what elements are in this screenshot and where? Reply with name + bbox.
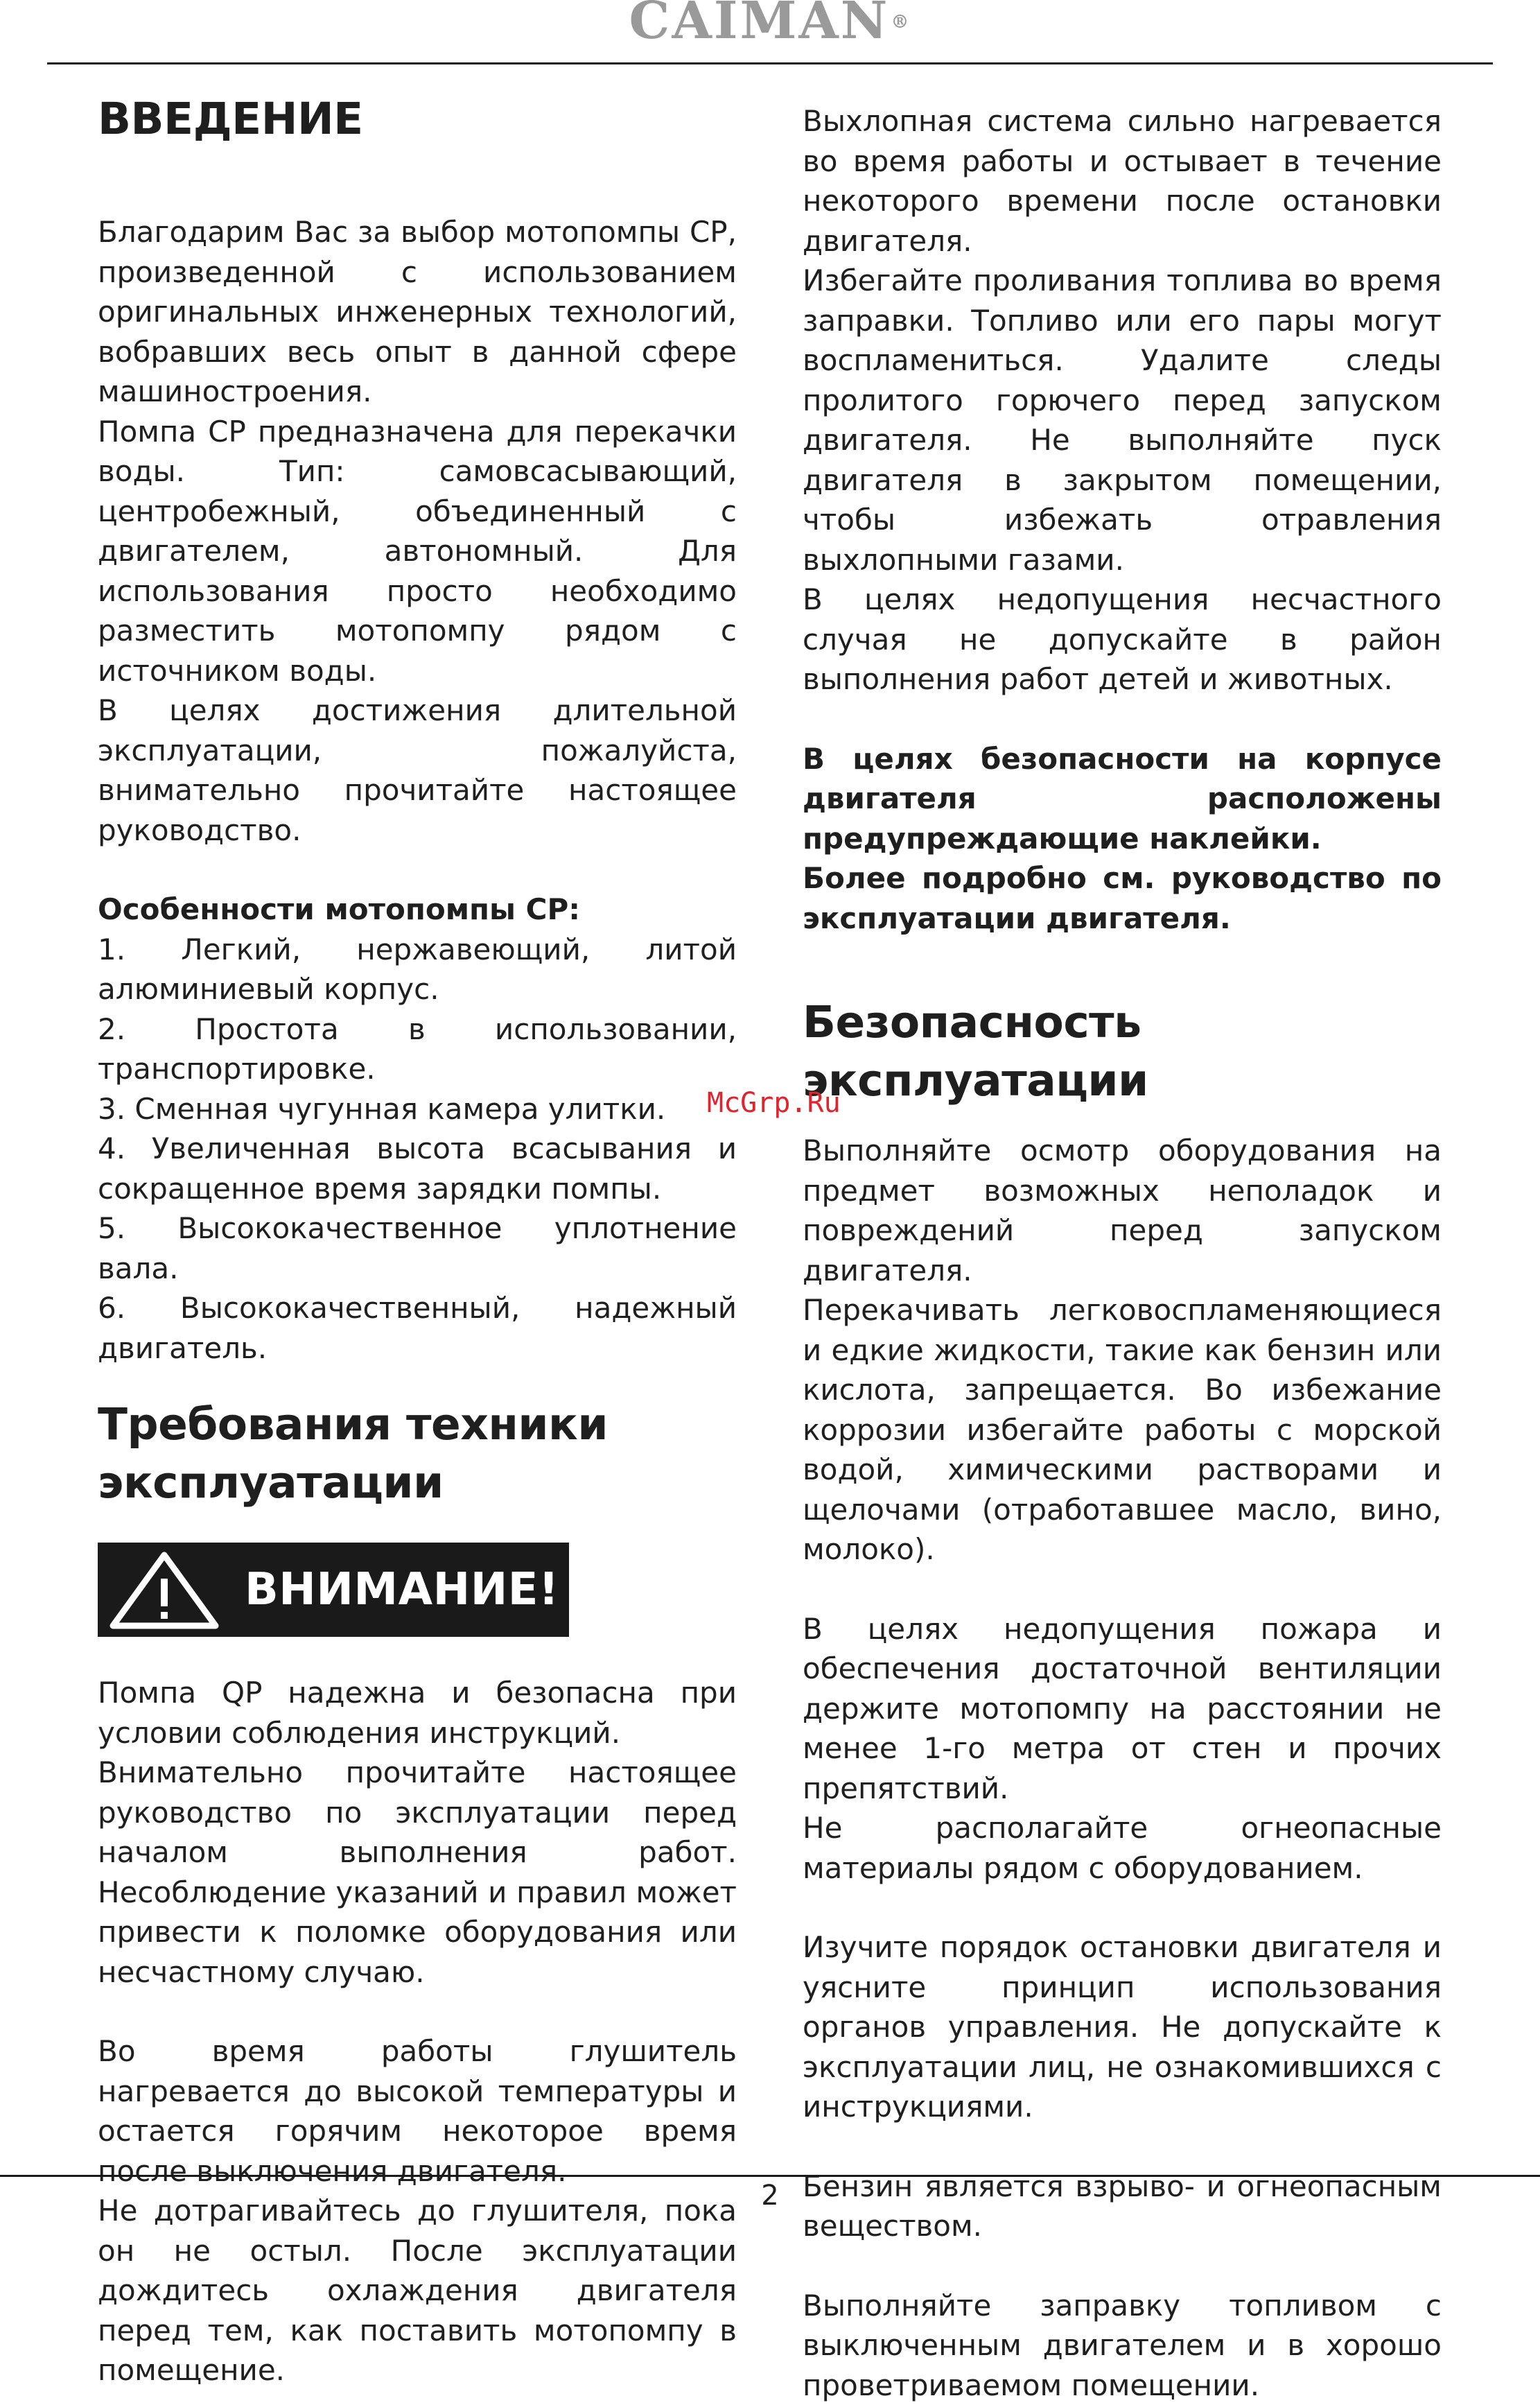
right-column (803, 90, 1442, 2405)
feature-item: 5. Высококачественное уплотнение вала. (98, 1208, 737, 1288)
watermark: McGrp.Ru (707, 1087, 841, 1119)
feature-item: 4. Увеличенная высота всасывания и сокращенное время зарядки помпы. (98, 1129, 737, 1208)
brand-logo (0, 0, 1540, 54)
exhaust-paragraph: Выхлопная система сильно нагревается во время работы и остывает в течение некоторого времени после остановки двигателя. (803, 101, 1442, 261)
feature-item: 2. Простота в использовании, транспортировке. (98, 1009, 737, 1089)
bold-note: В целях безопасности на корпусе двигателя расположены предупреждающие наклейки. (803, 739, 1442, 859)
feature-item: 1. Легкий, нержавеющий, литой алюминиевый корпус. (98, 930, 737, 1009)
safety-title: Безопасность эксплуатации (803, 993, 1442, 1110)
requirements-paragraph: Внимательно прочитайте настоящее руководство по эксплуатации перед началом выполнения работ. Несоблюдение указаний и правил может привести к поломке оборудования или несчастному случаю. (98, 1753, 737, 1992)
safety-paragraph: Не располагайте огнеопасные материалы рядом с оборудованием. (803, 1808, 1442, 1888)
warning-label: ВНИМАНИЕ! (245, 1564, 559, 1615)
bold-note: Более подробно см. руководство по эксплуатации двигателя. (803, 858, 1442, 938)
footer-divider (0, 2175, 1540, 2177)
brand-name: CAIMAN (629, 0, 890, 51)
intro-title: ВВЕДЕНИЕ (98, 90, 737, 148)
safety-paragraph: Перекачивать легковоспламеняющиеся и едкие жидкости, такие как бензин или кислота, запрещается. Во избежание коррозии избегайте работы с морской водой, химическими растворами и щелочами (отработавшее масло, вино, молоко). (803, 1290, 1442, 1570)
requirements-paragraph: Не дотрагивайтесь до глушителя, пока он не остыл. После эксплуатации дождитесь охлаждения двигателя перед тем, как поставить мотопомпу в помещение. (98, 2191, 737, 2390)
safety-paragraph: Выполняйте осмотр оборудования на предмет возможных неполадок и повреждений перед запуском двигателя. (803, 1131, 1442, 1290)
requirements-paragraph: Во время работы глушитель нагревается до высокой температуры и остается горячим некоторое время после выключения двигателя. (98, 2031, 737, 2191)
header-divider (47, 62, 1493, 64)
fuel-paragraph: Избегайте проливания топлива во время заправки. Топливо или его пары могут воспламениться. Удалите следы пролитого горючего перед запуском двигателя. Не выполняйте пуск двигателя в закрытом помещении, чтобы избежать отравления выхлопными газами. (803, 261, 1442, 580)
feature-item: 3. Сменная чугунная камера улитки. (98, 1089, 737, 1129)
safety-paragraph: Выполняйте заправку топливом с выключенным двигателем и в хорошо проветриваемом помещении. (803, 2286, 1442, 2405)
left-column (98, 90, 737, 2390)
intro-paragraph: Благодарим Вас за выбор мотопомпы CP, произведенной с использованием оригинальных инженерных технологий, вобравших весь опыт в данной сфере машиностроения. (98, 212, 737, 412)
safety-paragraph: В целях недопущения пожара и обеспечения достаточной вентиляции держите мотопомпу на расстоянии не менее 1-го метра от стен и прочих препятствий. (803, 1609, 1442, 1809)
warning-banner (98, 1543, 569, 1637)
page-number: 2 (0, 2180, 1540, 2212)
features-title: Особенности мотопомпы CP: (98, 889, 737, 930)
feature-item: 6. Высококачественный, надежный двигатель. (98, 1288, 737, 1368)
requirements-paragraph: Помпа QP надежна и безопасна при условии соблюдения инструкций. (98, 1673, 737, 1753)
intro-paragraph: Помпа CP предназначена для перекачки воды. Тип: самовсасывающий, центробежный, объединенный с двигателем, автономный. Для использования просто необходимо разместить мотопомпу рядом с источником воды. (98, 412, 737, 691)
safety-paragraph: Изучите порядок остановки двигателя и уясните принцип использования органов управления. Не допускайте к эксплуатации лиц, не ознакомившихся с инструкциями. (803, 1927, 1442, 2127)
warning-triangle-icon (109, 1549, 220, 1630)
registered-mark: ® (891, 12, 911, 33)
children-paragraph: В целях недопущения несчастного случая не допускайте в район выполнения работ детей и животных. (803, 580, 1442, 700)
intro-paragraph: В целях достижения длительной эксплуатации, пожалуйста, внимательно прочитайте настоящее руководство. (98, 691, 737, 850)
safety-paragraph: Бензин является взрыво- и огнеопасным веществом. (803, 2167, 1442, 2246)
requirements-title: Требования техники эксплуатации (98, 1396, 737, 1512)
